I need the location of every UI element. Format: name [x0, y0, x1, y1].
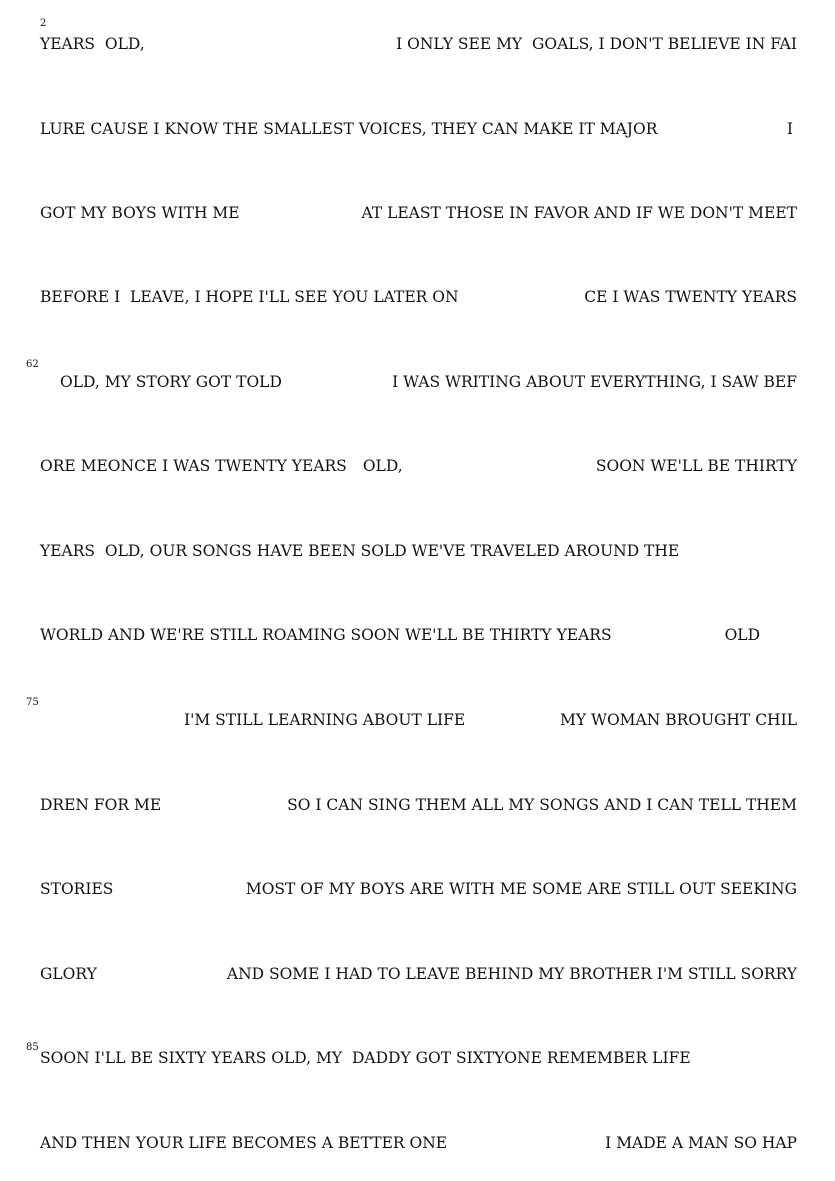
- measure-number: 2: [40, 18, 47, 29]
- measure-number: 85: [26, 1042, 39, 1053]
- lyric-fragment: CE I WAS TWENTY YEARS: [584, 288, 797, 306]
- lyric-fragment: OLD: [724, 626, 760, 644]
- lyric-fragment: I MADE A MAN SO HAP: [605, 1134, 797, 1152]
- lyric-fragment: MOST OF MY BOYS ARE WITH ME SOME ARE STILL OUT SEEKING: [245, 880, 797, 898]
- lyric-fragment: OLD, MY STORY GOT TOLD: [60, 373, 282, 391]
- lyric-fragment: LURE CAUSE I KNOW THE SMALLEST VOICES, THEY CAN MAKE IT MAJOR: [40, 120, 658, 138]
- lyric-line: [184, 710, 797, 730]
- lyric-fragment: I ONLY SEE MY GOALS, I DON'T BELIEVE IN FAI: [396, 35, 797, 53]
- lyric-fragment: BEFORE I LEAVE, I HOPE I'LL SEE YOU LATER ON: [40, 288, 459, 306]
- lyric-fragment: I'M STILL LEARNING ABOUT LIFE: [184, 711, 466, 729]
- lyric-line: [40, 1048, 797, 1068]
- lyric-fragment: AND SOME I HAD TO LEAVE BEHIND MY BROTHER I'M STILL SORRY: [226, 965, 797, 983]
- lyric-fragment: SOON I'LL BE SIXTY YEARS OLD, MY DADDY GOT SIXTYONE REMEMBER LIFE: [40, 1049, 691, 1067]
- lyric-line: [40, 795, 797, 815]
- lyric-fragment: SO I CAN SING THEM ALL MY SONGS AND I CAN TELL THEM: [287, 796, 797, 814]
- lyric-line: [40, 287, 797, 307]
- lyric-fragment: YEARS OLD,: [40, 35, 145, 53]
- lyric-line: [60, 372, 797, 392]
- lyric-fragment: YEARS OLD, OUR SONGS HAVE BEEN SOLD WE'VE TRAVELED AROUND THE: [40, 542, 680, 560]
- lyric-fragment: GOT MY BOYS WITH ME: [40, 204, 240, 222]
- lyric-fragment: I: [786, 120, 793, 138]
- lyric-fragment: SOON WE'LL BE THIRTY: [595, 457, 797, 475]
- lyric-line: [40, 1133, 797, 1153]
- lyric-fragment: STORIES: [40, 880, 114, 898]
- lyric-fragment: OLD,: [362, 457, 403, 475]
- lyric-fragment: WORLD AND WE'RE STILL ROAMING SOON WE'LL BE THIRTY YEARS: [40, 626, 612, 644]
- lyric-line: [40, 456, 797, 476]
- measure-number: 75: [26, 697, 39, 708]
- lyric-line: [40, 34, 797, 54]
- lyric-fragment: DREN FOR ME: [40, 796, 162, 814]
- lyric-fragment: AND THEN YOUR LIFE BECOMES A BETTER ONE: [40, 1134, 448, 1152]
- lyric-line: [40, 119, 797, 139]
- lyric-line: [40, 964, 797, 984]
- lyric-fragment: MY WOMAN BROUGHT CHIL: [559, 711, 797, 729]
- lyric-fragment: GLORY: [40, 965, 97, 983]
- lyric-fragment: AT LEAST THOSE IN FAVOR AND IF WE DON'T MEET: [361, 204, 797, 222]
- lyric-line: [40, 625, 760, 645]
- lyric-line: [40, 203, 797, 223]
- lyric-line: [40, 879, 797, 899]
- lyric-fragment: I WAS WRITING ABOUT EVERYTHING, I SAW BEF: [392, 373, 797, 391]
- measure-number: 62: [26, 359, 39, 370]
- lyric-line: [40, 541, 797, 561]
- lyric-fragment: ORE MEONCE I WAS TWENTY YEARS: [40, 457, 347, 475]
